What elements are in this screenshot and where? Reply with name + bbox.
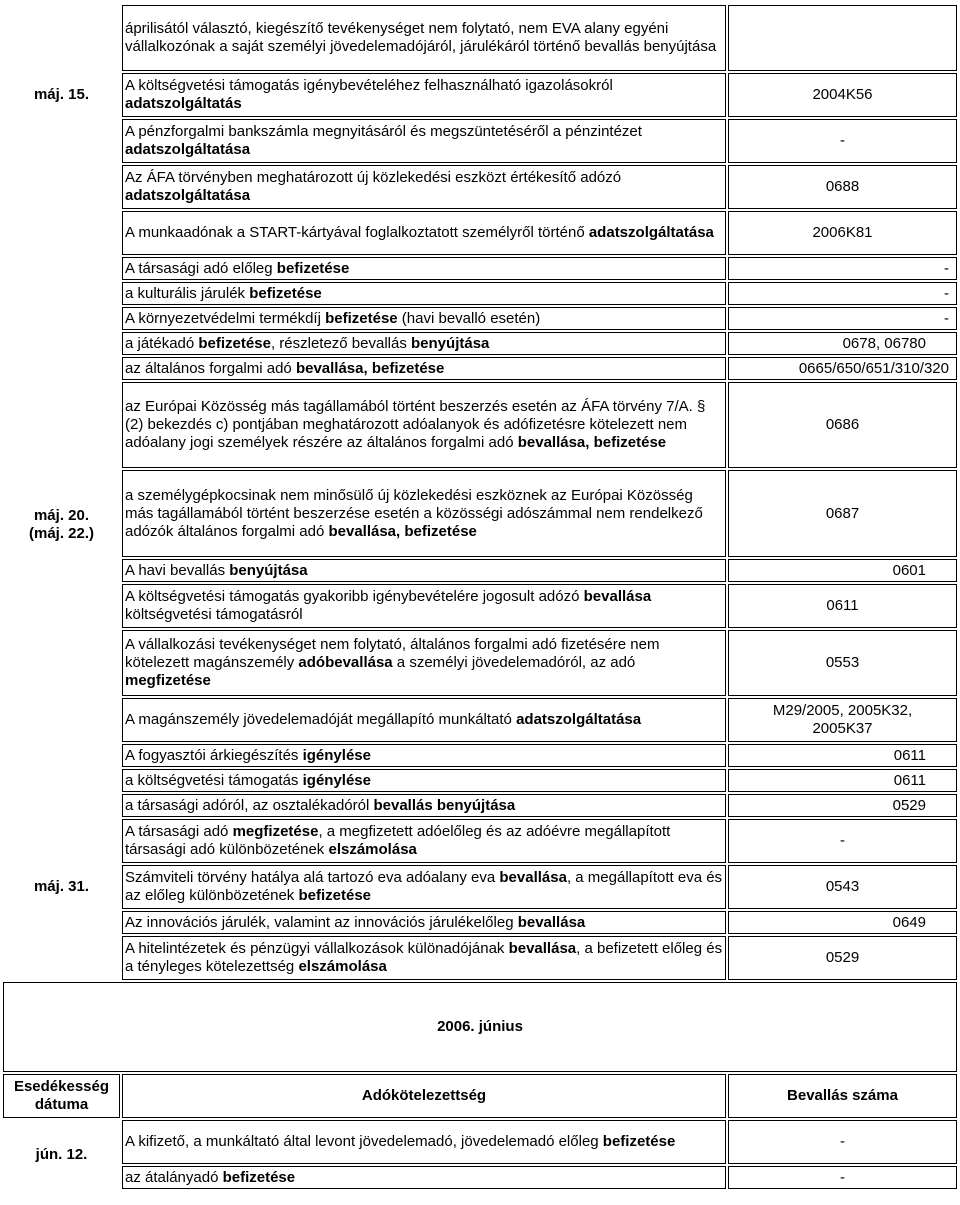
obligation-text: A kifizető, a munkáltató által levont jövedelemadó, jövedelemadó előleg (125, 1133, 603, 1150)
form-number-cell (728, 5, 957, 71)
obligation-cell (122, 1166, 726, 1189)
obligation-text: (havi bevalló esetén) (397, 309, 541, 327)
form-number-cell: 0529 (728, 794, 957, 817)
obligation-text: a személygépkocsinak nem minősülő új közlekedési eszköznek az Európai Közösség más tagállamából történt beszerzése esetén a közösségi adószámmal nem rendelkező adózók általános forgalmi adó (125, 486, 703, 540)
date-cell (3, 5, 120, 71)
obligation-cell (122, 357, 726, 380)
obligation-keyword: adóbevallása (298, 654, 393, 671)
obligation-cell (122, 5, 726, 71)
table-row (3, 5, 957, 71)
obligation-keyword: bevallás benyújtása (373, 796, 516, 814)
obligation-keyword: bevallása (517, 913, 586, 931)
obligation-text: A környezetvédelmi termékdíj (125, 309, 326, 327)
form-number-cell: 0611 (728, 744, 957, 767)
form-number-cell: 2006K81 (728, 211, 957, 255)
obligation-keyword: elszámolása (328, 841, 417, 858)
obligation-text: az Európai Közösség más tagállamából történt beszerzés esetén az ÁFA törvény 7/A. § (2) bekezdés c) pontjában meghatározott adóalanyok és adófizetésre kötelezett nem adóalany jogi személyek részére az általános forgalmi adó (125, 398, 706, 451)
table-row (3, 165, 957, 209)
obligation-keyword: adatszolgáltatása (588, 224, 714, 241)
table-row (3, 911, 957, 934)
table-row (3, 819, 957, 863)
obligation-cell (122, 911, 726, 934)
obligation-text: A magánszemély jövedelemadóját megállapító munkáltató (125, 711, 517, 728)
obligation-text: A társasági adó (125, 823, 233, 840)
obligation-keyword: befizetése (325, 309, 398, 327)
table-row (3, 382, 957, 468)
obligation-text: költségvetési támogatásról (125, 606, 303, 623)
obligation-text: áprilisától választó, kiegészítő tevékenységet nem folytató, nem EVA alany egyéni vállalkozónak a saját személyi jövedelemadójáról, járulékáról történő bevallás benyújtása (125, 20, 717, 55)
table-row (3, 769, 957, 792)
obligation-text: A munkaadónak a START-kártyával foglalkoztatott személyről történő (125, 224, 589, 241)
form-number-cell: 0529 (728, 936, 957, 980)
due-date-alternate: (máj. 22.) (28, 524, 95, 542)
table-row (3, 332, 957, 355)
obligation-text: a társasági adóról, az osztalékadóról (125, 796, 374, 814)
header-row (3, 1074, 957, 1118)
obligation-cell (122, 119, 726, 163)
obligation-cell (122, 257, 726, 280)
obligation-text: a kulturális járulék (125, 284, 250, 302)
obligation-cell (122, 584, 726, 628)
form-number-cell: 0688 (728, 165, 957, 209)
obligation-cell (122, 630, 726, 696)
obligation-keyword: befizetése (222, 1168, 296, 1186)
form-number-cell: 2004K56 (728, 73, 957, 117)
form-number-cell: 0665/650/651/310/320 (728, 357, 957, 380)
form-number-cell: M29/2005, 2005K32, 2005K37 (728, 698, 957, 742)
obligation-cell (122, 1120, 726, 1164)
obligation-text: , a befizetett előleg és a tényleges kötelezettség (125, 940, 723, 975)
month-row (3, 982, 957, 1072)
obligation-keyword: megfizetése (125, 672, 211, 689)
date-cell (3, 211, 120, 255)
obligation-text: Az innovációs járulék, valamint az innovációs járulékelőleg (125, 913, 518, 931)
obligation-keyword: befizetése (602, 1133, 676, 1150)
obligation-cell (122, 470, 726, 557)
obligation-keyword: benyújtása (411, 334, 490, 352)
column-header-form-number: Bevallás száma (728, 1074, 957, 1118)
obligation-text: az általános forgalmi adó (125, 359, 296, 377)
obligation-keyword: benyújtása (229, 561, 308, 579)
table-row (3, 257, 957, 280)
obligation-text: a játékadó (125, 334, 199, 352)
obligation-cell (122, 559, 726, 582)
obligation-text: , a megállapított eva és az előleg különbözetének (125, 869, 723, 904)
table-row (3, 744, 957, 767)
due-date: máj. 31. (33, 878, 90, 895)
table-row (3, 119, 957, 163)
form-number-cell: 0601 (728, 559, 957, 582)
obligation-keyword: adatszolgáltatása (125, 141, 251, 158)
obligation-cell (122, 865, 726, 909)
obligation-cell (122, 307, 726, 330)
month-heading: 2006. június (3, 982, 957, 1072)
obligation-text: A költségvetési támogatás gyakoribb igénybevételére jogosult adózó (125, 588, 584, 605)
table-row (3, 630, 957, 696)
obligation-keyword: befizetése (298, 887, 372, 904)
obligation-text: A vállalkozási tevékenységet nem folytató, általános forgalmi adó fizetésére nem kötelezett magánszemély (125, 636, 660, 671)
table-row (3, 307, 957, 330)
obligation-text: A társasági adó előleg (125, 259, 277, 277)
table-row (3, 698, 957, 742)
obligation-cell (122, 698, 726, 742)
table-row (3, 73, 957, 117)
obligation-cell (122, 165, 726, 209)
obligation-text: A hitelintézetek és pénzügyi vállalkozások különadójának (125, 940, 509, 957)
form-number-cell: 0686 (728, 382, 957, 468)
tax-calendar-table (1, 3, 959, 1191)
table-row (3, 794, 957, 817)
obligation-text: A havi bevallás (125, 561, 230, 579)
obligation-cell (122, 769, 726, 792)
obligation-keyword: adatszolgáltatás (125, 95, 242, 112)
obligation-text: , a megfizetett adóelőleg és az adóévre megállapított társasági adó különbözetének (125, 823, 671, 858)
form-number-cell: 0687 (728, 470, 957, 557)
due-date: máj. 15. (33, 86, 90, 103)
obligation-text: A költségvetési támogatás igénybevételéhez felhasználható igazolásokról (125, 77, 613, 94)
obligation-keyword: bevallása (583, 588, 652, 605)
obligation-keyword: befizetése (198, 334, 271, 352)
form-number-cell: - (728, 119, 957, 163)
table-row (3, 936, 957, 980)
form-number-cell: 0553 (728, 630, 957, 696)
obligation-keyword: bevallása, befizetése (517, 434, 667, 451)
obligation-text: , részletező bevallás (270, 334, 412, 352)
obligation-keyword: befizetése (249, 284, 322, 302)
obligation-keyword: elszámolása (298, 958, 387, 975)
obligation-cell (122, 936, 726, 980)
obligation-cell (122, 794, 726, 817)
table-row (3, 282, 957, 305)
obligation-keyword: bevallása (508, 940, 577, 957)
table-row (3, 559, 957, 582)
table-row (3, 865, 957, 909)
obligation-text: Számviteli törvény hatálya alá tartozó eva adóalany eva (125, 869, 500, 886)
obligation-keyword: befizetése (276, 259, 350, 277)
form-number-cell: - (728, 257, 957, 280)
obligation-cell (122, 73, 726, 117)
form-number-cell: 0611 (728, 584, 957, 628)
obligation-keyword: igénylése (302, 746, 371, 764)
table-row (3, 1166, 957, 1189)
obligation-cell (122, 282, 726, 305)
table-row (3, 470, 957, 557)
obligation-keyword: bevallása, befizetése (328, 522, 477, 540)
obligation-cell (122, 382, 726, 468)
obligation-cell (122, 819, 726, 863)
obligation-keyword: bevallása (499, 869, 567, 886)
form-number-cell: - (728, 307, 957, 330)
obligation-cell (122, 211, 726, 255)
form-number-cell: 0543 (728, 865, 957, 909)
form-number-cell: - (728, 1120, 957, 1164)
table-row (3, 1120, 957, 1164)
obligation-keyword: adatszolgáltatása (125, 187, 251, 204)
form-number-cell: 0678, 06780 (728, 332, 957, 355)
table-row (3, 357, 957, 380)
form-number-cell: - (728, 282, 957, 305)
column-header-due-date: Esedékesség dátuma (3, 1074, 120, 1118)
obligation-text: az átalányadó (125, 1168, 223, 1186)
due-date-primary: máj. 20. (33, 506, 90, 524)
column-header-obligation: Adókötelezettség (122, 1074, 726, 1118)
obligation-text: A pénzforgalmi bankszámla megnyitásáról és megszüntetéséről a pénzintézet (125, 123, 642, 140)
form-number-cell: 0611 (728, 769, 957, 792)
obligation-text: Az ÁFA törvényben meghatározott új közlekedési eszközt értékesítő adózó (125, 169, 622, 186)
obligation-keyword: adatszolgáltatása (516, 711, 642, 728)
due-date: jún. 12. (35, 1145, 88, 1163)
form-number-cell: - (728, 819, 957, 863)
form-number-cell: - (728, 1166, 957, 1189)
obligation-keyword: igénylése (302, 771, 371, 789)
date-cell (3, 119, 120, 163)
obligation-keyword: megfizetése (232, 823, 319, 840)
table-row (3, 211, 957, 255)
obligation-cell (122, 744, 726, 767)
due-date (3, 257, 120, 792)
form-number-cell: 0649 (728, 911, 957, 934)
obligation-text: a költségvetési támogatás (125, 771, 303, 789)
obligation-text: a személyi jövedelemadóról, az adó (392, 654, 636, 671)
obligation-keyword: bevallása, befizetése (295, 359, 445, 377)
table-row (3, 584, 957, 628)
obligation-cell (122, 332, 726, 355)
obligation-text: A fogyasztói árkiegészítés (125, 746, 303, 764)
date-cell (3, 165, 120, 209)
